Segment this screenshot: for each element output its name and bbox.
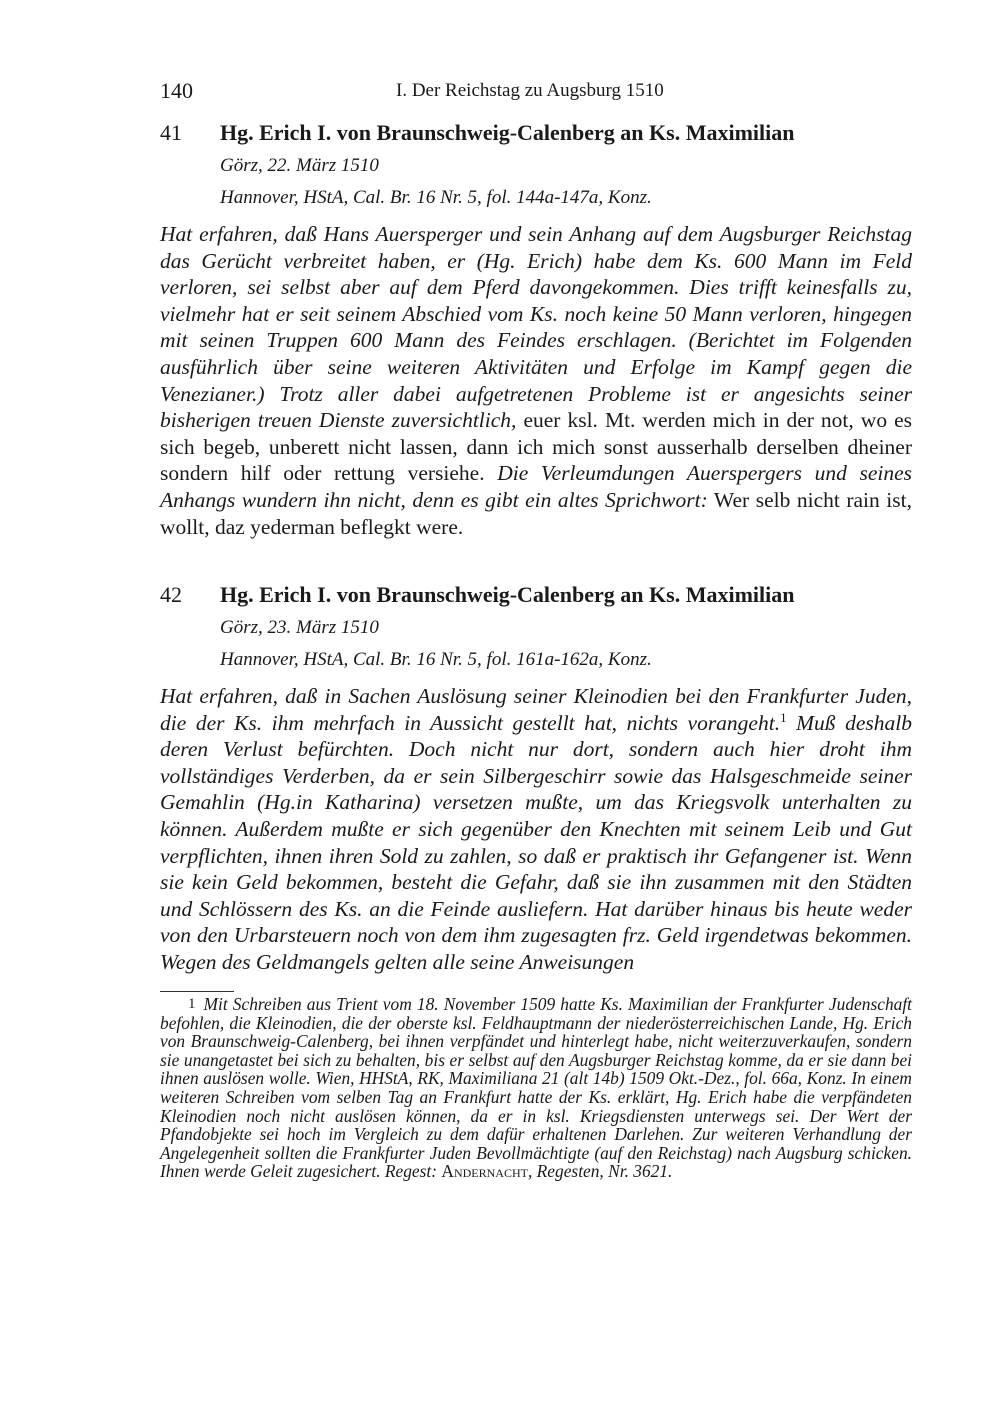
footnote	[160, 995, 912, 1181]
entry-source: Hannover, HStA, Cal. Br. 16 Nr. 5, fol. 144a-147a, Konz.	[220, 187, 652, 208]
entry-date: Görz, 22. März 1510	[220, 155, 379, 176]
entry-41-heading	[160, 120, 912, 215]
quote-text: euer ksl. Mt. werden mich in der not, wo es sich begeb, unberett nicht lassen, dann ich mich sonst ausserhalb derselben dheiner sondern hilf oder rettung versiehe.	[160, 408, 913, 486]
regest-italic: Die Verleumdungen Auerspergers und seines Anhangs wundern ihn nicht, denn es gibt ein altes Sprichwort:	[160, 461, 913, 512]
entry-41-regest	[160, 221, 912, 540]
regest-italic: Hat erfahren, daß in Sachen Auslösung seiner Kleinodien bei den Frankfurter Juden, die der Ks. ihm mehrfach in Aussicht gestellt hat, nichts vorangeht.	[160, 684, 912, 735]
entry-date: Görz, 23. März 1510	[220, 617, 379, 638]
footnote-rule	[160, 991, 234, 992]
footnote-reference: 1	[780, 709, 787, 725]
entry-title: Hg. Erich I. von Braunschweig-Calenberg an Ks. Maximilian	[220, 582, 795, 607]
quote-text: Wer selb nicht rain ist, wollt, daz yederman beflegkt were.	[160, 487, 912, 539]
entry-42-regest	[160, 683, 912, 976]
footnote-text: Mit Schreiben aus Trient vom 18. November 1509 hatte Ks. Maximilian der Frankfurter Judenschaft befohlen, die Kleinodien, die der oberste ksl. Feldhauptmann der niederösterreichischen Lande, Hg. Erich von Braunschweig-Calenberg, bei ihnen verpfändet und hinterlegt habe, nicht weiterzuverkaufen, sondern sie unangetastet bei sich zu behalten, bis er selbst auf den Augsburger Reichstag komme, da er sie dann bei ihnen auslösen wolle. Wien, HHStA, RK, Maximiliana 21 (alt 14b) 1509 Okt.-Dez., fol. 66a, Konz. In einem weiteren Schreiben vom selben Tag an Frankfurt hatte der Ks. erklärt, Hg. Erich habe die verpfändeten Kleinodien noch nicht auslösen können, da er in ksl. Kriegsdiensten unterwegs sei. Der Wert der Pfandobjekte sei hoch im Vergleich zu dem dafür erhaltenen Darlehen. Zur weiteren Verhandlung der Angelegenheit sollten die Frankfurter Juden Bevollmächtigte (auf den Reichstag) nach Augsburg schicken. Ihnen werde Geleit zugesichert. Regest:	[160, 994, 912, 1182]
entry-number: 41	[160, 120, 182, 145]
footnote-mark: 1	[188, 996, 196, 1012]
regest-italic: Hat erfahren, daß Hans Auersperger und sein Anhang auf dem Augsburger Reichstag das Gerücht verbreitet haben, er (Hg. Erich) habe dem Ks. 600 Mann im Feld verloren, sei selbst aber auf dem Pferd davongekommen. Dies trifft keinesfalls zu, vielmehr hat er seit seinem Abschied vom Ks. noch keine 50 Mann verloren, hingegen mit seinen Truppen 600 Mann des Feindes erschlagen. (Berichtet im Folgenden ausführlich über seine weiteren Aktivitäten und Erfolge im Kampf gegen die Venezianer.) Trotz aller dabei aufgetretenen Probleme ist er angesichts seiner bisherigen treuen Dienste zuversichtlich,	[160, 222, 912, 433]
footnote-author: Andernacht	[441, 1161, 528, 1182]
entry-42-heading	[160, 582, 912, 677]
regest-italic: Muß deshalb deren Verlust befürchten. Doch nicht nur dort, sondern auch hier droht ihm vollständiges Verderben, da er sein Silbergeschirr sowie das Halsgeschmeide seiner Gemahlin (Hg.in Katharina) versetzen mußte, um das Kriegsvolk unterhalten zu können. Außerdem mußte er sich gegenüber den Knechten mit seinem Leib und Gut verpflichten, ihnen ihren Sold zu zahlen, so daß er praktisch ihr Gefangener ist. Wenn sie kein Geld bekommen, besteht die Gefahr, daß sie ihn zusammen mit den Städten und Schlössern des Ks. an die Feinde ausliefern. Hat darüber hinaus bis heute weder von den Urbarsteuern noch von dem ihm zugesagten frz. Geld irgendetwas bekommen. Wegen des Geldmangels gelten alle seine Anweisungen	[160, 710, 912, 974]
entry-title: Hg. Erich I. von Braunschweig-Calenberg an Ks. Maximilian	[220, 120, 795, 145]
footnote-ref: , Regesten, Nr. 3621.	[527, 1161, 673, 1182]
page-number: 140	[160, 78, 193, 103]
page-header	[160, 78, 912, 108]
running-head: I. Der Reichstag zu Augsburg 1510	[396, 80, 664, 101]
entry-source: Hannover, HStA, Cal. Br. 16 Nr. 5, fol. 161a-162a, Konz.	[220, 649, 652, 670]
entry-number: 42	[160, 582, 182, 607]
